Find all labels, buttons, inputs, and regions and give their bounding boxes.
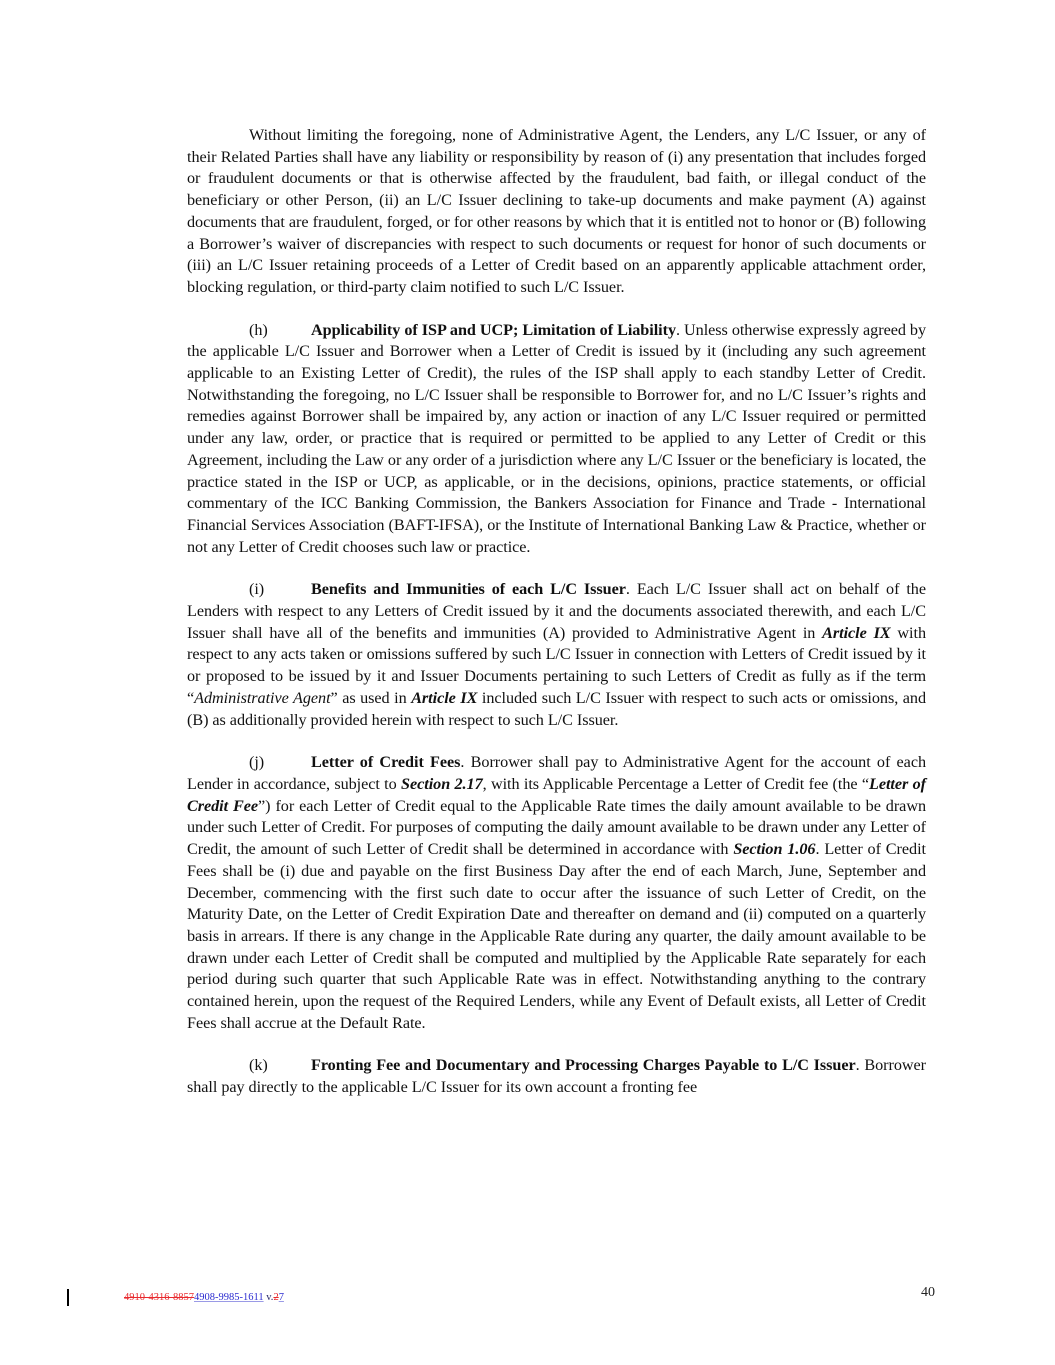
paragraph-text: . Borrower shall pay to Administrative Agent for the account of each Lender in accordance, subject to [187, 753, 926, 793]
paragraph-text: . Unless otherwise expressly agreed by the applicable L/C Issuer and Borrower when a Letter of Credit is issued by it (including any such agreement applicable to an Existing Letter of Credit), the rules of the ISP shall apply to each standby Letter of Credit. Notwithstanding the foregoing, no L/C Issuer shall be responsible to Borrower for, and no L/C Issuer’s rights and remedies against Borrower shall be impaired by, any action or inaction of any L/C Issuer required or permitted under any law, order, or practice that is required or permitted to be applied to any Letter of Credit or this Agreement, including the Law or any order of a jurisdiction where any L/C Issuer or the beneficiary is located, the practice stated in the ISP or UCP, as applicable, or in the decisions, opinions, practice statements, or official commentary of the ICC Banking Commission, the Bankers Association for Finance and Trade - International Financial Services Association (BAFT-IFSA), or the Institute of International Banking Law & Practice, whether or not any Letter of Credit chooses such law or practice. [187, 320, 926, 556]
paragraph-text: with respect to any acts taken or omissions suffered by such L/C Issuer in connection with Letters of Credit issued by it or proposed to be issued by it and Issuer Documents pertaining to such Letters of Credit as fully as if the term “ [187, 623, 926, 707]
section-heading: Fronting Fee and Documentary and Processing Charges Payable to L/C Issuer [311, 1056, 856, 1075]
section-heading: Applicability of ISP and UCP; Limitation of Liability [311, 320, 676, 339]
paragraph-text: . Borrower shall pay directly to the applicable L/C Issuer for its own account a fronting fee [187, 1056, 926, 1097]
paragraph-text: . Each L/C Issuer shall act on behalf of the Lenders with respect to any Letters of Credit issued by it and the documents associated therewith, and each L/C Issuer shall have all of the benefits and immunities (A) provided to Administrative Agent in [187, 580, 926, 642]
paragraph-text: . Letter of Credit Fees shall be (i) due and payable on the first Business Day after the end of each March, June, September and December, commencing with the first such date to occur after the issuance of such Letter of Credit, on the Maturity Date, on the Letter of Credit Expiration Date and thereafter on demand and (ii) computed on a quarterly basis in arrears. If there is any change in the Applicable Rate during any quarter, the daily amount available to be drawn under each Letter of Credit shall be computed and multiplied by the Applicable Rate separately for each period during such quarter that such Applicable Rate was in effect. Notwithstanding anything to the contrary contained herein, upon the request of the Required Lenders, while any Event of Default exists, all Letter of Credit Fees shall accrue at the Default Rate. [187, 840, 926, 1032]
section-i-benefits-and-immunities [187, 579, 926, 731]
paragraph-text: , with its Applicable Percentage a Letter of Credit fee (the “ [482, 774, 870, 793]
section-h-applicability-of-isp-and-ucp [187, 320, 926, 559]
paragraph-without-limiting [187, 125, 926, 299]
section-marker: (h) [249, 320, 268, 339]
cross-reference-section-2-17: Section 2.17 [401, 774, 483, 793]
cross-reference-article-ix: Article IX [822, 623, 891, 642]
section-marker: (k) [249, 1056, 268, 1075]
section-marker: (i) [249, 580, 265, 599]
section-heading: Letter of Credit Fees [311, 753, 461, 772]
cross-reference-article-ix: Article IX [411, 688, 478, 707]
section-marker: (j) [249, 753, 265, 772]
page-number: 40 [921, 1285, 935, 1300]
inserted-version: 7 [278, 1292, 284, 1303]
version-prefix: v. [263, 1292, 274, 1303]
paragraph-text: ”) for each Letter of Credit equal to the Applicable Rate times the daily amount available to be drawn under such Letter of Credit. For purposes of computing the daily amount available to be drawn under any Letter of Credit, the amount of such Letter of Credit shall be determined in accordance with [187, 796, 926, 859]
change-bar [67, 1289, 69, 1306]
document-id-footer [124, 1292, 284, 1303]
defined-term: Letter of Credit Fee [187, 774, 926, 815]
deleted-document-id: 4910-4316-8857 [124, 1292, 194, 1303]
defined-term: Administrative Agent [194, 688, 331, 707]
inserted-document-id: 4908-9985-1611 [194, 1292, 264, 1303]
document-page-body [187, 125, 926, 1120]
paragraph-text: included such L/C Issuer with respect to such acts or omissions, and (B) as additionally provided herein with respect to such L/C Issuer. [187, 688, 926, 729]
cross-reference-section-1-06: Section 1.06 [733, 840, 816, 859]
paragraph-text: Without limiting the foregoing, none of Administrative Agent, the Lenders, any L/C Issuer, or any of their Related Parties shall have any liability or responsibility by reason of (i) any presentation that includes forged or fraudulent documents or that is otherwise affected by the fraudulent, bad faith, or illegal conduct of the beneficiary or other Person, (ii) an L/C Issuer declining to take-up documents and make payment (A) against documents that are fraudulent, forged, or for other reasons by which that it is entitled not to honor or (B) following a Borrower’s waiver of discrepancies with respect to such documents or request for honor of such documents or (iii) an L/C Issuer retaining proceeds of a Letter of Credit based on an apparently applicable attachment order, blocking regulation, or third-party claim notified to such L/C Issuer. [187, 126, 926, 296]
deleted-version: 2 [273, 1292, 279, 1303]
section-k-fronting-fee [187, 1055, 926, 1098]
section-heading: Benefits and Immunities of each L/C Issuer [311, 580, 626, 599]
section-j-letter-of-credit-fees [187, 752, 926, 1034]
paragraph-text: ” as used in [330, 688, 412, 707]
